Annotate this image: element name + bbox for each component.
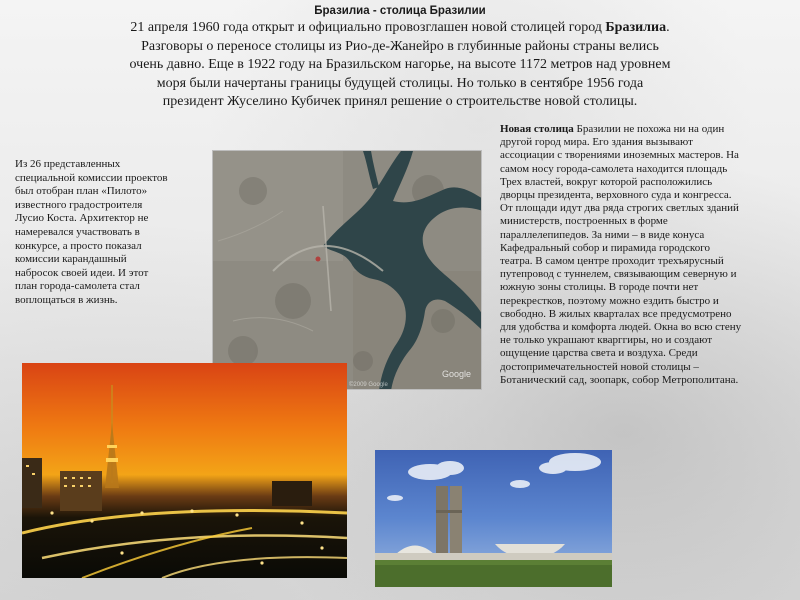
text-line: не только украшают кварггиры, но и создают bbox=[500, 334, 713, 347]
city-name-bold: Бразилиа bbox=[605, 20, 667, 35]
text-line: Трех властей, вокруг которой расположились bbox=[500, 175, 713, 188]
text-line: южную зоны столицы. В городе почти нет bbox=[500, 281, 699, 294]
intro-line: моря были начертаны границы будущей столицы. Но только в сентябре 1956 года bbox=[156, 75, 644, 91]
slide-title: Бразилиа - столица Бразилии bbox=[314, 5, 486, 17]
text-line: Новая столица Бразилии не похожа ни на один bbox=[500, 123, 725, 135]
text-line: театра. В самом центре проходит трехъярусный bbox=[500, 255, 724, 268]
text-line: параллелепипедов. За ними – в виде конуса bbox=[500, 228, 705, 241]
text-line: набросок своей идеи. И этот bbox=[15, 266, 149, 279]
intro-line: 21 апреля 1960 года открыт и официально провозглашен новой столицей город Бразилиа. bbox=[130, 20, 670, 35]
intro-line: Разговоры о переносе столицы из Рио-де-Жанейро в глубинные районы страны велись bbox=[141, 38, 659, 54]
intro-paragraph bbox=[80, 19, 720, 112]
text-line: От площади идут два ряда строгих светлых зданий bbox=[500, 202, 739, 215]
text-line: Ботанический сад, зоопарк, собор Метрополитана. bbox=[500, 373, 739, 386]
text-line: комиссии карандашный bbox=[15, 253, 127, 266]
text-line: министерств, построенных в форме bbox=[500, 215, 668, 228]
lead-bold: Новая столица bbox=[500, 123, 574, 135]
text-line: был отобран план «Пилото» bbox=[15, 185, 148, 198]
satellite-map-image bbox=[212, 150, 482, 390]
text-line: для удобства и комфорта людей. Окна во всю стену bbox=[500, 321, 742, 334]
text-line: путепровод с туннелем, связывающим северную и bbox=[500, 268, 737, 281]
text-line: ощущение царства света и воздуха. Среди bbox=[500, 347, 698, 360]
map-credit: ©2009 Google bbox=[349, 382, 388, 388]
night-city-photo bbox=[22, 363, 347, 578]
text-line: Кафедральный собор и пирамида городского bbox=[500, 241, 710, 254]
text-line: ассоциации с творениями иноземных мастеров. На bbox=[500, 149, 739, 162]
congress-building-photo bbox=[375, 450, 612, 587]
intro-line: очень давно. Еще в 1922 году на Бразильском нагорье, на высоте 1172 метров над уровнем bbox=[129, 57, 671, 73]
text-line: самом носу города-самолета находится площадь bbox=[500, 162, 728, 175]
text-line: воплощаться в жизнь. bbox=[15, 293, 118, 306]
text-line: достопримечательностей новой столицы – bbox=[500, 360, 699, 373]
right-column-text bbox=[500, 123, 792, 387]
text-line: Из 26 представленных bbox=[15, 158, 121, 170]
text-line: конкурсе, а просто показал bbox=[15, 239, 142, 252]
text-line: свободно. В жилых кварталах все предусмотрено bbox=[500, 307, 732, 320]
left-column-text bbox=[15, 158, 210, 308]
tv-tower bbox=[105, 385, 119, 488]
text-line: другой город мира. Его здания вызывают bbox=[500, 136, 693, 149]
text-line: дворцы президента, верховного суда и конгресса. bbox=[500, 189, 732, 202]
text-line: Лусио Коста. Архитектор не bbox=[15, 212, 149, 225]
map-watermark: Google bbox=[441, 369, 471, 379]
text-line: намеревался участвовать в bbox=[15, 225, 140, 238]
text-line: перекрестков, поэтому можно ездить быстро и bbox=[500, 294, 719, 307]
text-line: известного градостроителя bbox=[15, 198, 143, 211]
text-line: план города-самолета стал bbox=[15, 280, 140, 293]
intro-line: президент Жуселино Кубичек принял решение о строительстве новой столицы. bbox=[162, 94, 638, 110]
text-line: специальной комиссии проектов bbox=[15, 171, 168, 184]
